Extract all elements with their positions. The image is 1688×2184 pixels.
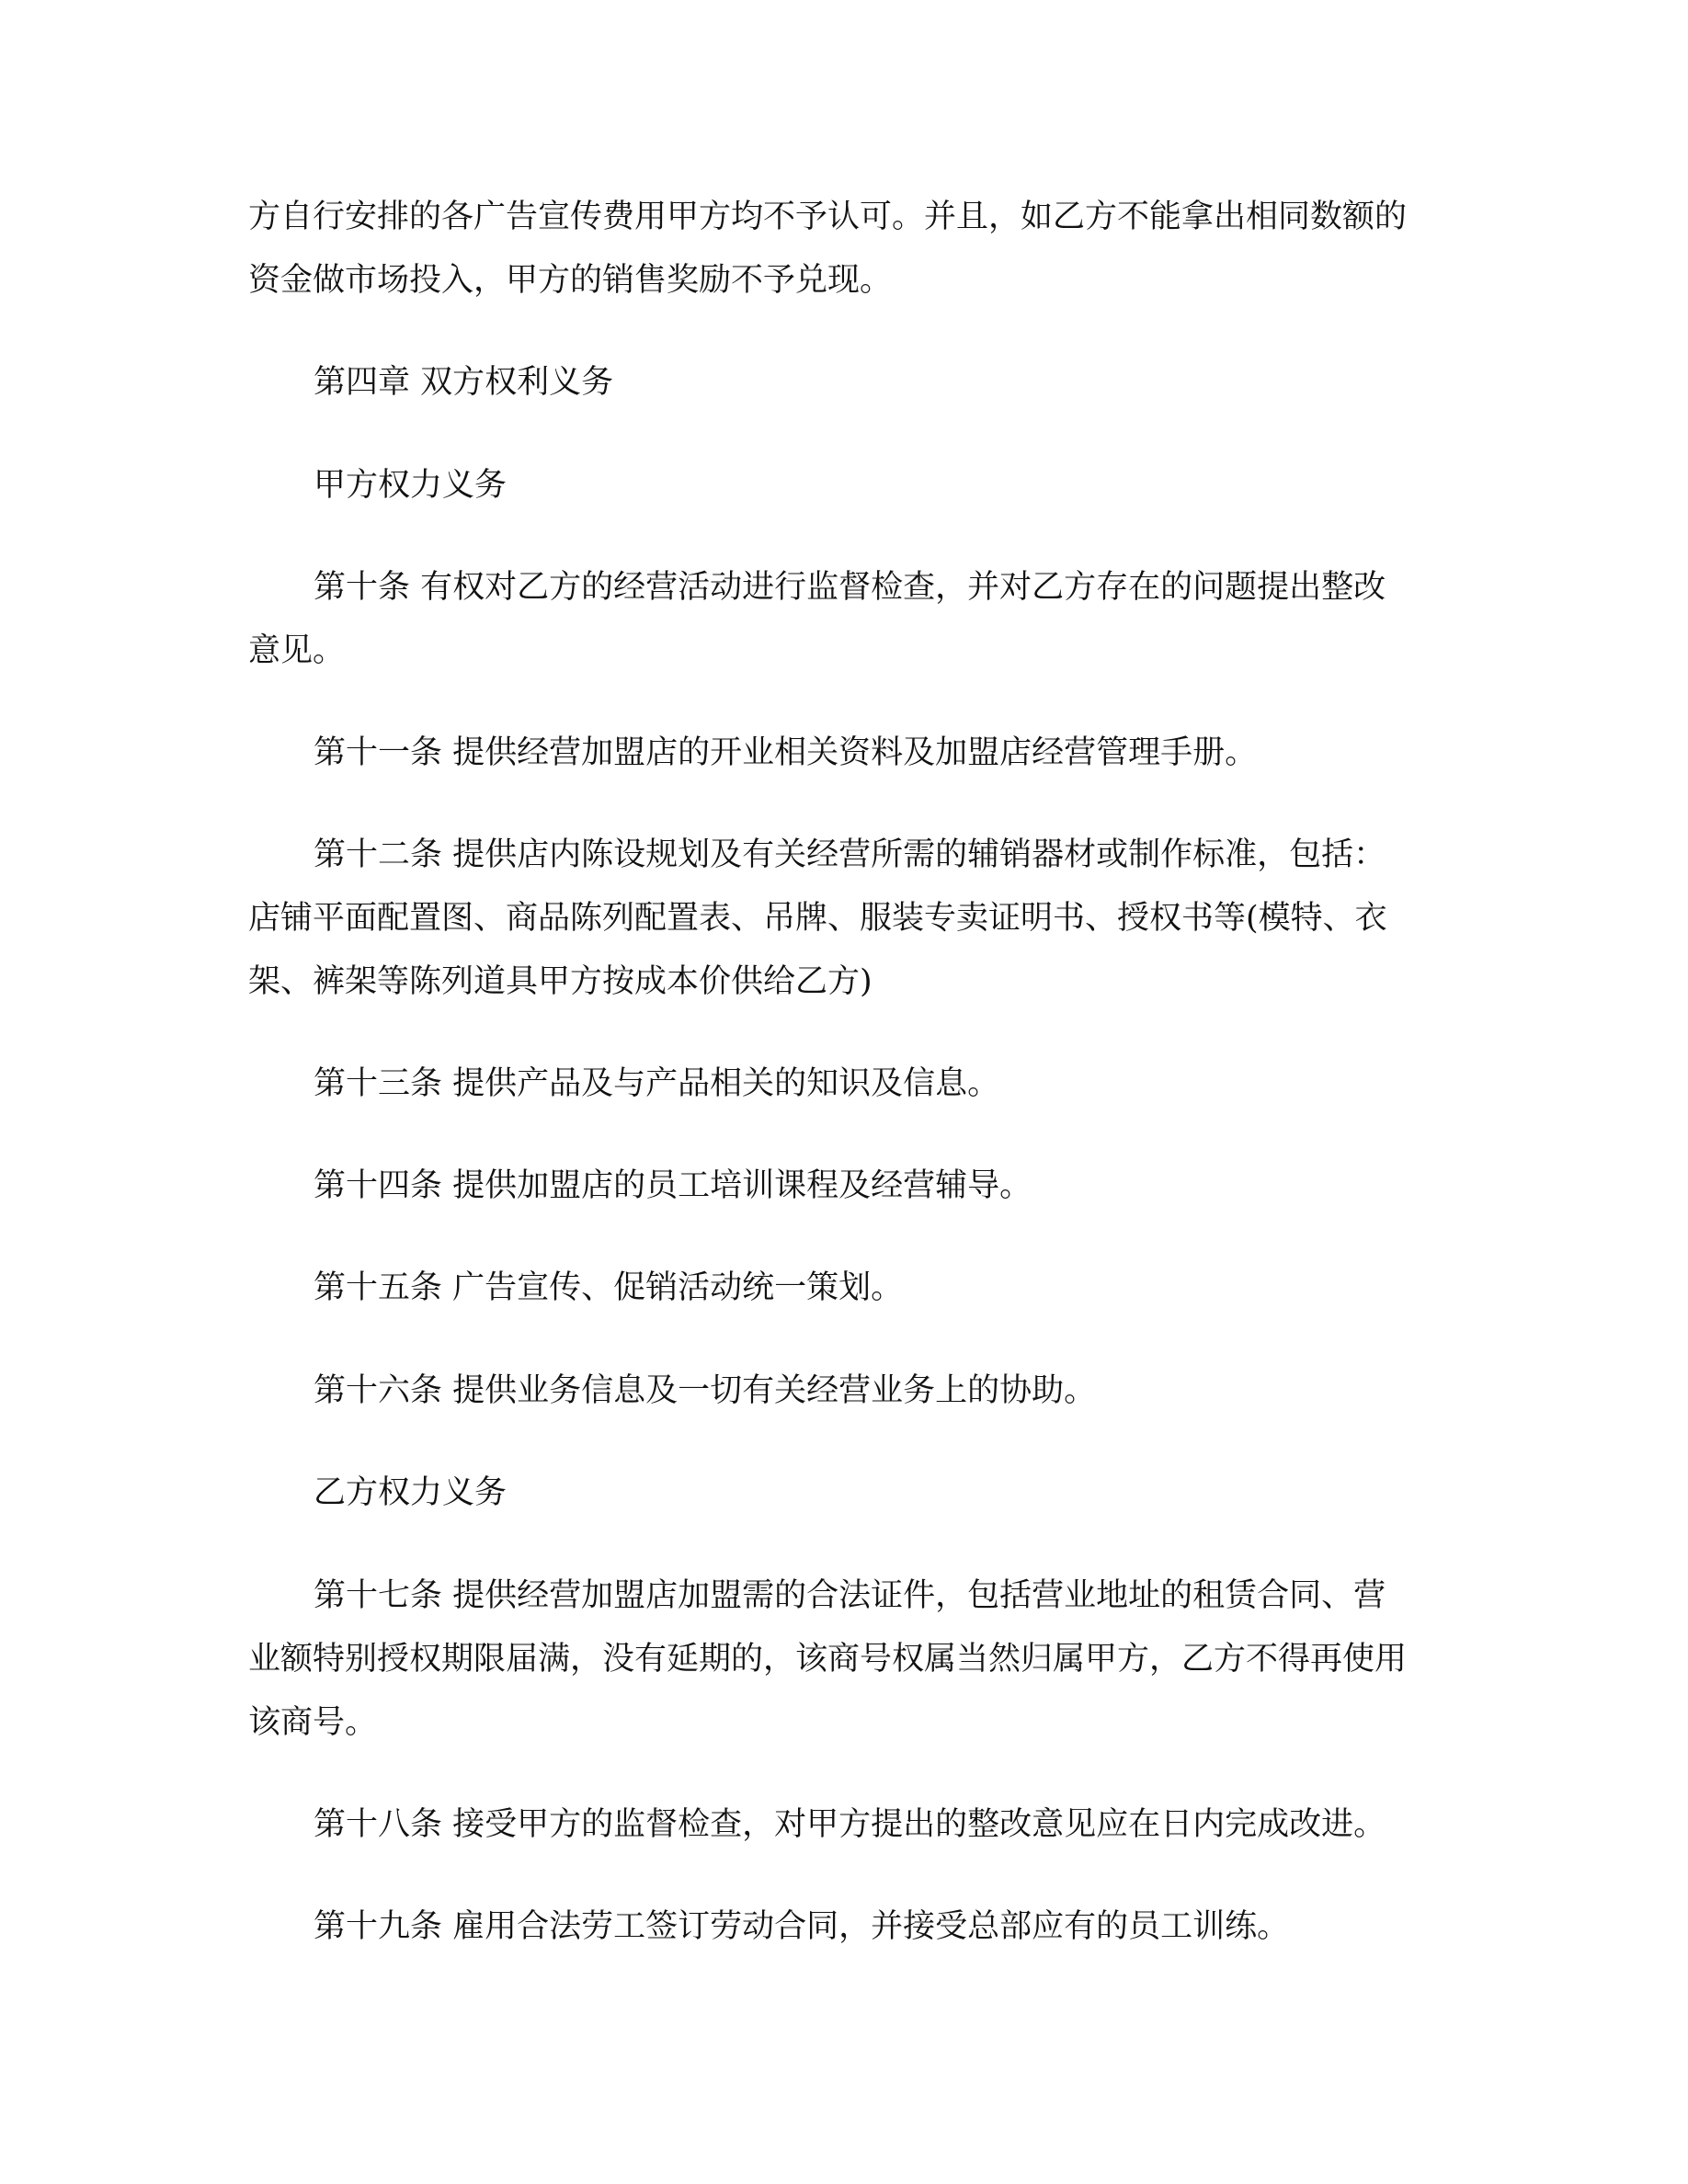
text-line: 第四章 双方权利义务 (314, 364, 614, 401)
article-12 (248, 824, 1443, 1014)
text-line: 甲方权力义务 (314, 467, 508, 504)
text-line: 第十二条 提供店内陈设规划及有关经营所需的辅销器材或制作标准，包括： (314, 836, 1386, 873)
text-line: 该商号。 (248, 1704, 378, 1741)
text-line: 第十条 有权对乙方的经营活动进行监督检查，并对乙方存在的问题提出整改 (314, 569, 1386, 606)
text-line: 第十一条 提供经营加盟店的开业相关资料及加盟店经营管理手册。 (314, 734, 1258, 771)
text-line: 业额特别授权期限届满，没有延期的，该商号权属当然归属甲方，乙方不得再使用 (248, 1641, 1408, 1678)
article-16 (248, 1359, 1443, 1423)
article-19 (248, 1895, 1443, 1959)
text-line: 资金做市场投入，甲方的销售奖励不予兑现。 (248, 262, 893, 299)
article-11 (248, 722, 1443, 785)
text-line: 第十三条 提供产品及与产品相关的知识及信息。 (314, 1065, 1000, 1102)
text-line: 架、裤架等陈列道具甲方按成本价供给乙方) (248, 963, 873, 1000)
text-line: 第十六条 提供业务信息及一切有关经营业务上的协助。 (314, 1372, 1097, 1409)
text-line: 第十七条 提供经营加盟店加盟需的合法证件，包括营业地址的租赁合同、营 (314, 1577, 1386, 1614)
article-18 (248, 1793, 1443, 1857)
article-10 (248, 556, 1443, 683)
text-line: 方自行安排的各广告宣传费用甲方均不予认可。并且，如乙方不能拿出相同数额的 (248, 199, 1408, 235)
text-line: 乙方权力义务 (314, 1474, 508, 1511)
text-line: 意见。 (248, 632, 346, 669)
text-line: 第十四条 提供加盟店的员工培训课程及经营辅导。 (314, 1167, 1032, 1204)
chapter-heading (248, 351, 1443, 415)
paragraph-ad-expenses (248, 186, 1443, 313)
text-line: 第十五条 广告宣传、促销活动统一策划。 (314, 1269, 904, 1306)
article-14 (248, 1155, 1443, 1218)
section-heading-party-a (248, 454, 1443, 518)
article-17 (248, 1564, 1443, 1755)
article-13 (248, 1052, 1443, 1116)
section-heading-party-b (248, 1462, 1443, 1525)
text-line: 第十八条 接受甲方的监督检查，对甲方提出的整改意见应在日内完成改进。 (314, 1806, 1386, 1843)
text-line: 第十九条 雇用合法劳工签订劳动合同，并接受总部应有的员工训练。 (314, 1908, 1290, 1945)
text-line: 店铺平面配置图、商品陈列配置表、吊牌、服装专卖证明书、授权书等(模特、衣 (248, 900, 1387, 937)
article-15 (248, 1257, 1443, 1320)
